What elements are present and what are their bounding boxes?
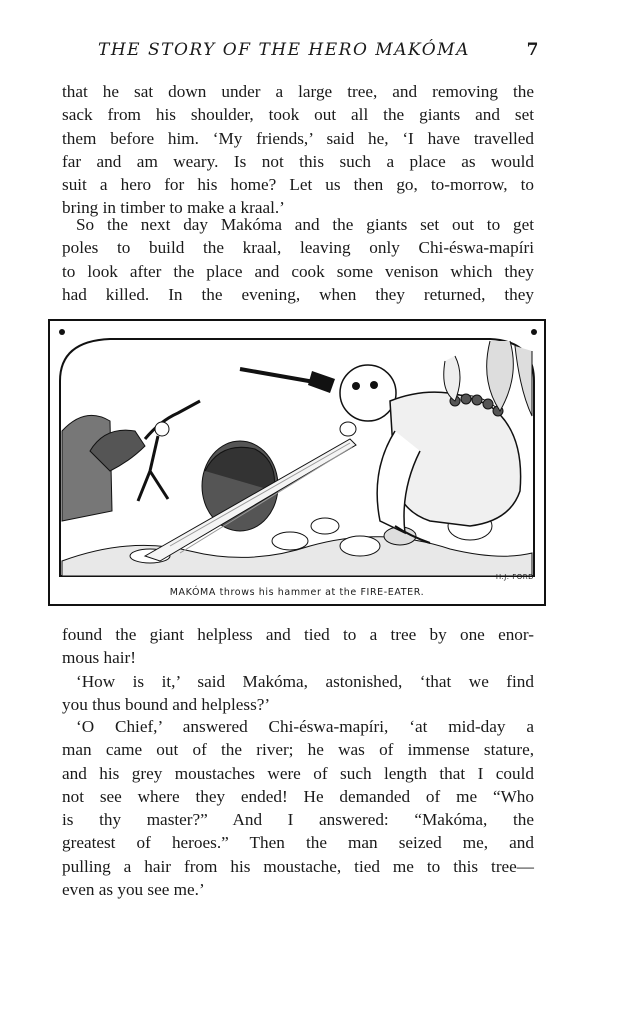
text-line: greatest of heroes.” Then the man seized me, and bbox=[62, 833, 534, 853]
paragraph-4 bbox=[62, 670, 534, 717]
text-line: you thus bound and helpless?’ bbox=[62, 695, 271, 715]
page-number: 7 bbox=[526, 40, 540, 60]
text-line: had killed. In the evening, when they returned, they bbox=[62, 284, 534, 304]
paragraph-3 bbox=[62, 623, 534, 670]
text-line: found the giant helpless and tied to a tree by one enor- bbox=[62, 625, 534, 644]
text-line: to look after the place and cook some venison which they bbox=[62, 261, 534, 281]
text-line: not see where they ended! He demanded of me “Who bbox=[62, 786, 534, 806]
running-title: THE STORY OF THE HERO MAKÓMA bbox=[98, 40, 470, 60]
text-line: poles to build the kraal, leaving only Chi-éswa-mapíri bbox=[62, 238, 534, 258]
text-line: ‘How is it,’ said Makóma, astonished, ‘that we find bbox=[76, 672, 534, 691]
text-line: ‘O Chief,’ answered Chi-éswa-mapíri, ‘at mid-day a bbox=[76, 717, 534, 736]
paragraph-5 bbox=[62, 715, 534, 901]
text-line: sack from his shoulder, took out all the giants and set bbox=[62, 105, 534, 125]
illustration-frame bbox=[48, 319, 546, 606]
text-line: is thy master?” And I answered: “Makóma, the bbox=[62, 810, 534, 830]
engraving-illustration-icon bbox=[50, 321, 544, 604]
text-line: So the next day Makóma and the giants set out to get bbox=[76, 215, 534, 234]
text-line: bring in timber to make a kraal.’ bbox=[62, 198, 285, 218]
illustration-caption: MAKÓMA throws his hammer at the FIRE-EATER. bbox=[169, 587, 425, 598]
paragraph-1 bbox=[62, 80, 534, 220]
text-line: and his grey moustaches were of such length that I could bbox=[62, 763, 534, 783]
text-line: pulling a hair from his moustache, tied me to this tree— bbox=[62, 856, 534, 876]
text-line: suit a hero for his home? Let us then go, to-morrow, to bbox=[62, 175, 534, 195]
text-line: mous hair! bbox=[62, 648, 136, 668]
text-line: that he sat down under a large tree, and removing the bbox=[62, 82, 534, 101]
artist-signature: H.J. FORD bbox=[495, 573, 534, 581]
paragraph-2 bbox=[62, 213, 534, 306]
text-line: them before him. ‘My friends,’ said he, ‘I have travelled bbox=[62, 128, 534, 148]
text-line: far and am weary. Is not this such a place as would bbox=[62, 151, 534, 171]
text-line: even as you see me.’ bbox=[62, 880, 205, 900]
text-line: man came out of the river; he was of immense stature, bbox=[62, 740, 534, 760]
